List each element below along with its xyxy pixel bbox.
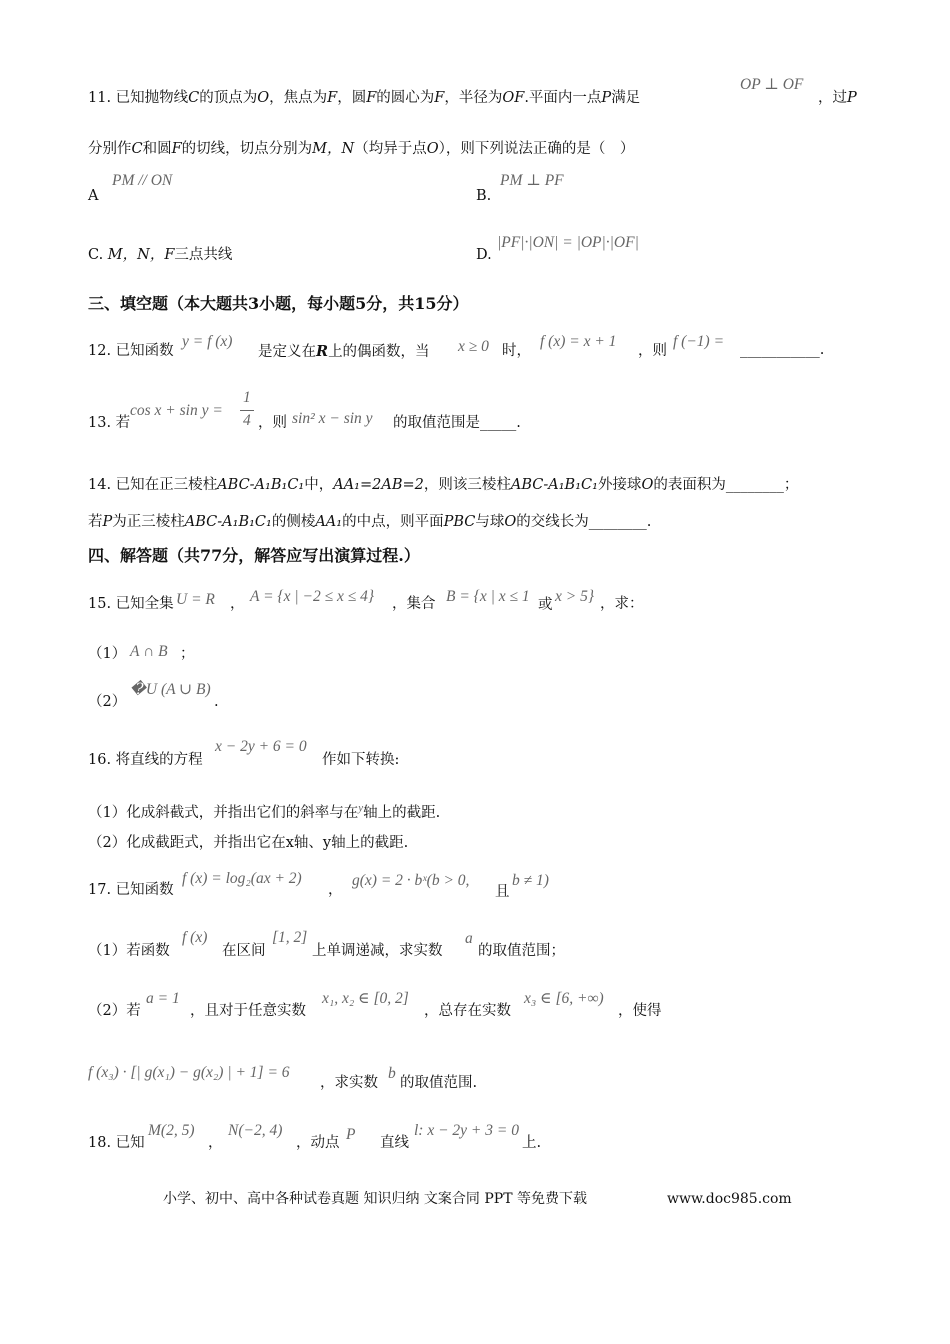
q17-comma: ， bbox=[328, 882, 343, 898]
q17-part2-exists: ，总存在实数 bbox=[424, 1003, 511, 1019]
q17-part2-b: b bbox=[388, 1065, 396, 1082]
q11-option-d-math: |PF|·|ON| = |OP|·|OF| bbox=[497, 234, 639, 251]
q11-option-c: C. M，N，F三点共线 bbox=[88, 247, 233, 263]
q17-math-b-ne-1: b ≠ 1) bbox=[512, 872, 549, 889]
q13-fraction-numerator: 1 bbox=[243, 389, 251, 406]
footer-url[interactable]: www.doc985.com bbox=[667, 1191, 792, 1207]
q13-math-cos-sin: cos x + sin y = bbox=[130, 402, 223, 419]
q18-end: 上. bbox=[522, 1135, 542, 1151]
q15-ask: ，求： bbox=[600, 596, 644, 612]
q16-transform: 作如下转换: bbox=[322, 752, 400, 768]
q15-set-word: ，集合 bbox=[392, 596, 436, 612]
q17-part2-x3: x₃ ∈ [6, +∞) bbox=[524, 990, 604, 1007]
q17-part2-label: （2）若 bbox=[88, 1003, 141, 1019]
q17-part2-equation: f (x₃) · [| g(x₁) − g(x₂) | + 1] = 6 bbox=[88, 1064, 290, 1081]
q15-part2-label: （2） bbox=[88, 694, 127, 710]
q14-line2: 若P为正三棱柱ABC-A₁B₁C₁的侧棱AA₁的中点，则平面PBC与球O的交线长为________. bbox=[88, 514, 652, 530]
q11-condition-math: OP ⊥ OF bbox=[740, 76, 804, 93]
q11-option-b-label: B. bbox=[476, 188, 492, 204]
q13-fraction-denominator: 4 bbox=[243, 412, 251, 429]
q12-line: 12. 已知函数 bbox=[88, 343, 174, 359]
section-4-heading: 四、解答题（共77分，解答应写出演算过程.） bbox=[88, 546, 420, 565]
q18-moving-point: ，动点 bbox=[296, 1135, 340, 1151]
q12-math-fx-def: f (x) = x + 1 bbox=[540, 333, 617, 350]
q17-and: 且 bbox=[495, 884, 510, 900]
q16-part1: （1）化成斜截式，并指出它们的斜率与在$^y$轴上的截距. bbox=[88, 802, 441, 821]
q17-part1-a: a bbox=[465, 930, 473, 947]
q11-option-b-math: PM ⊥ PF bbox=[500, 172, 564, 189]
q13-then: ，则 bbox=[258, 415, 287, 431]
q16-prefix: 16. 将直线的方程 bbox=[88, 752, 203, 768]
section-3-heading: 三、填空题（本大题共3小题，每小题5分，共15分） bbox=[88, 294, 469, 313]
q11-option-a-math: PM // ON bbox=[112, 172, 173, 189]
q15-or: 或 bbox=[538, 597, 553, 613]
q15-math-set-b: B = {x | x ≤ 1 bbox=[446, 588, 530, 605]
q17-part2-end: 的取值范围. bbox=[400, 1075, 478, 1091]
q15-part1-math: A ∩ B bbox=[130, 643, 168, 660]
q16-math-line-eq: x − 2y + 6 = 0 bbox=[215, 738, 307, 755]
q12-math-y-eq-fx: y = f (x) bbox=[182, 333, 233, 350]
q14-line1: 14. 已知在正三棱柱ABC-A₁B₁C₁中，AA₁=2AB=2，则该三棱柱ABC-A₁B₁C₁外接球O的表面积为________； bbox=[88, 477, 799, 493]
q11-line1-end: ，过P bbox=[818, 90, 857, 106]
q17-math-f: f (x) = log₂(ax + 2) bbox=[182, 870, 302, 887]
q15-prefix: 15. 已知全集 bbox=[88, 596, 174, 612]
q17-part2-x1x2: x₁, x₂ ∈ [0, 2] bbox=[322, 990, 409, 1007]
q15-part2-end: . bbox=[214, 694, 219, 710]
q17-part1-interval: [1, 2] bbox=[272, 929, 308, 946]
q16-part2: （2）化成截距式，并指出它在x轴、y轴上的截距. bbox=[88, 835, 409, 851]
q12-answer-blank: ___________. bbox=[740, 342, 825, 358]
q17-part2-ask: ，求实数 bbox=[320, 1075, 378, 1091]
q15-math-set-b2: x > 5} bbox=[555, 588, 595, 605]
q17-prefix: 17. 已知函数 bbox=[88, 882, 174, 898]
q11-option-d-label: D. bbox=[476, 247, 492, 263]
q12-line-b: 是定义在R上的偶函数，当 bbox=[258, 343, 430, 360]
q18-math-p: P bbox=[346, 1126, 356, 1143]
q12-then: ，则 bbox=[638, 343, 667, 359]
q12-when: 时， bbox=[502, 343, 531, 359]
q12-math-f-neg1: f (−1) = bbox=[673, 333, 725, 350]
q15-comma: ， bbox=[230, 596, 245, 612]
footer-text: 小学、初中、高中各种试卷真题 知识归纳 文案合同 PPT 等免费下载 bbox=[163, 1191, 587, 1207]
q15-math-universal-set: U = R bbox=[176, 591, 215, 608]
q18-math-n: N(−2, 4) bbox=[228, 1122, 283, 1139]
q17-part1-label: （1）若函数 bbox=[88, 943, 170, 959]
q17-part2-any: ，且对于任意实数 bbox=[190, 1003, 306, 1019]
q13-range-text: 的取值范围是_____. bbox=[393, 415, 521, 431]
q15-math-set-a: A = {x | −2 ≤ x ≤ 4} bbox=[250, 588, 375, 605]
q17-math-g: g(x) = 2 · bˣ(b > 0, bbox=[352, 872, 470, 889]
q13-fraction-bar bbox=[240, 410, 254, 411]
q17-part1-end: 的取值范围； bbox=[478, 943, 565, 959]
q15-part2-math: �U (A ∪ B) bbox=[130, 681, 211, 698]
q18-math-line: l: x − 2y + 3 = 0 bbox=[414, 1122, 519, 1139]
q11-option-a-label: A bbox=[88, 188, 99, 204]
q18-math-m: M(2, 5) bbox=[148, 1122, 195, 1139]
q11-line2: 分别作C和圆F的切线，切点分别为M，N（均异于点O），则下列说法正确的是（ ） bbox=[88, 141, 635, 157]
q17-part2-a-eq-1: a = 1 bbox=[146, 990, 180, 1007]
q15-part1-end: ； bbox=[180, 646, 195, 662]
q13-math-sin2-sin: sin² x − sin y bbox=[292, 410, 373, 427]
q18-comma: ， bbox=[208, 1135, 223, 1151]
q17-part2-such-that: ，使得 bbox=[618, 1003, 662, 1019]
q12-math-x-ge-0: x ≥ 0 bbox=[458, 338, 489, 355]
q18-prefix: 18. 已知 bbox=[88, 1135, 145, 1151]
q11-line1: 11. 已知抛物线C的顶点为O，焦点为F，圆F的圆心为F，半径为OF.平面内一点P满足 bbox=[88, 90, 641, 106]
q17-part1-fx: f (x) bbox=[182, 929, 208, 946]
q15-part1-label: （1） bbox=[88, 646, 127, 662]
q13-prefix: 13. 若 bbox=[88, 415, 131, 431]
q17-part1-text: 上单调递减，求实数 bbox=[312, 943, 443, 959]
q18-on-line: 直线 bbox=[380, 1135, 409, 1151]
q17-part1-interval-word: 在区间 bbox=[222, 943, 266, 959]
